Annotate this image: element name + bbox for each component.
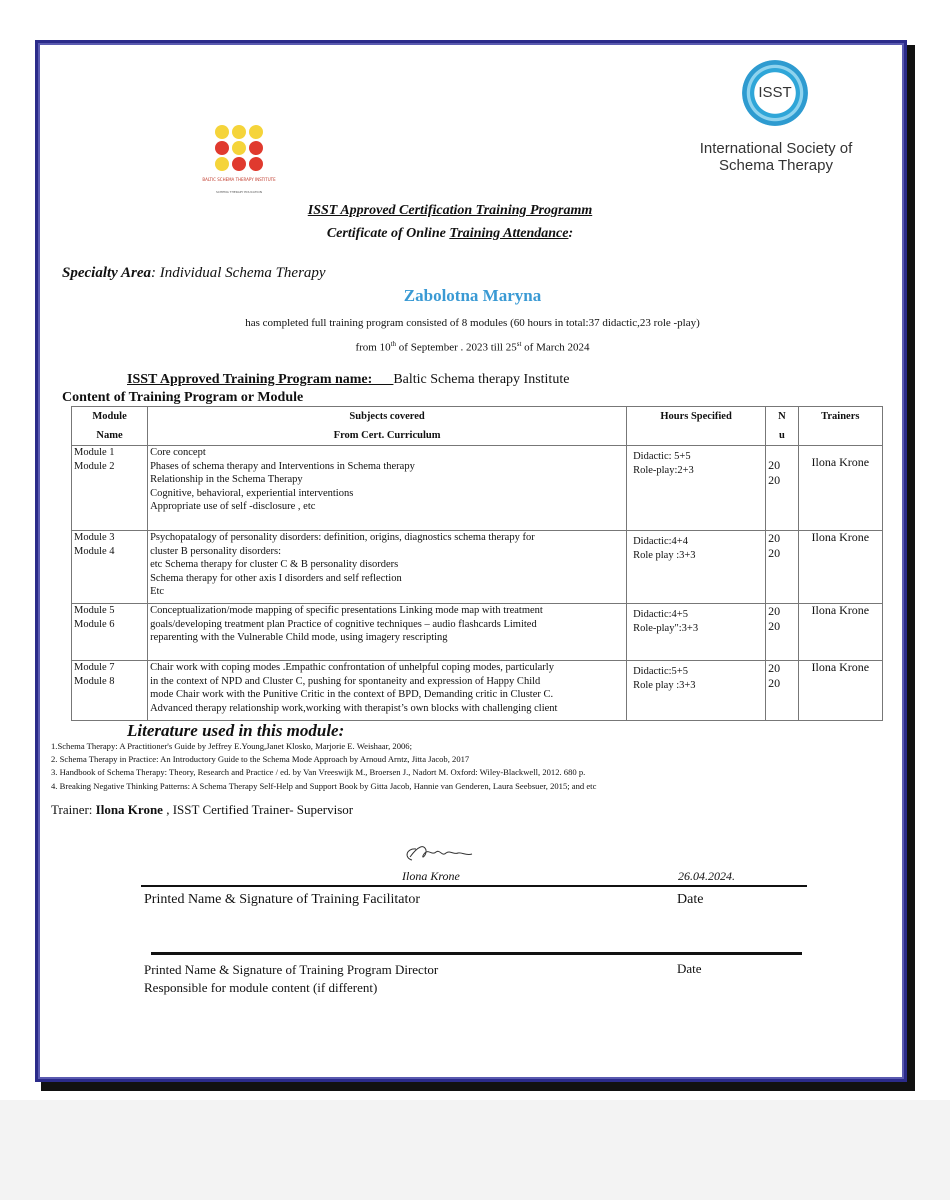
literature-title: Literature used in this module:: [127, 721, 345, 740]
header-module-line1: Module: [92, 411, 127, 422]
certificate-subtitle: [0, 226, 900, 242]
specialty-value: : Individual Schema Therapy: [151, 265, 326, 281]
bsti-logo-name: BALTIC SCHEMA THERAPY INSTITUTE: [202, 177, 276, 182]
subtitle-underlined: Training Attendance: [449, 226, 569, 241]
trainer-cell-name: Ilona Krone: [811, 660, 870, 674]
header-module-line2: Name: [96, 430, 123, 441]
program-name: [127, 372, 569, 388]
literature-list: [51, 740, 596, 793]
hours-cell: [627, 446, 766, 531]
subjects-cell-line: Psychopatalogy of personality disorders: definition, origins, diagnostics schema therapy for: [150, 532, 535, 543]
trainer-cell: [798, 531, 882, 604]
module-cell-line: Module 6: [74, 618, 115, 630]
literature-item: 1.Schema Therapy: A Practitioner's Guide by Jeffrey E.Young,Janet Klosko, Marjorie E. Weishaar, 2006;: [51, 741, 412, 751]
header-nu: [766, 407, 799, 446]
table-row: [72, 531, 883, 604]
curriculum-table: [71, 406, 883, 721]
header-hours: Hours Specified: [627, 407, 766, 446]
literature-item: 2. Schema Therapy in Practice: An Introductory Guide to the Schema Mode Approach by Arnoud Arntz, Jitta Jacob, 2017: [51, 754, 470, 765]
isst-name-line2: Schema Therapy: [719, 157, 833, 174]
header-subjects: [148, 407, 627, 446]
isst-ring-icon: [742, 60, 808, 126]
subjects-cell-line: Advanced therapy relationship work,working with therapist’s own blocks with challenging client: [150, 702, 558, 714]
content-title: Content of Training Program or Module: [62, 390, 304, 405]
bsti-logo: [196, 118, 286, 208]
director-label-line1: Printed Name & Signature of Training Program Director: [144, 962, 439, 977]
isst-logo: [692, 60, 862, 180]
trainer-cell-name: Ilona Krone: [811, 530, 870, 544]
facilitator-date-label: Date: [677, 892, 704, 907]
subjects-cell-line: etc Schema therapy for cluster C & B personality disorders: [150, 559, 399, 570]
program-name-value: Baltic Schema therapy Institute: [393, 372, 570, 387]
subjects-cell-line: Etc: [150, 586, 165, 597]
trainer-cell: [798, 446, 882, 531]
subjects-cell-line: Core concept: [150, 447, 206, 458]
nu-cell-line: 20: [768, 661, 781, 675]
module-cell: [72, 661, 148, 721]
program-name-label: ISST Approved Training Program name:___: [127, 372, 394, 387]
director-label: [144, 961, 438, 997]
dates-from: from 10: [355, 341, 391, 354]
nu-cell-line: 20: [768, 473, 781, 487]
hours-cell: [627, 604, 766, 661]
literature-item: 3. Handbook of Schema Therapy: Theory, Research and Practice / ed. by Van Vreeswijk M., Broersen J., Nadort M. Oxford: Wiley-Blackwell, 2012. 680 p.: [51, 767, 586, 778]
header-subjects-line1: Subjects covered: [349, 411, 425, 422]
signature-rule-director: [151, 952, 802, 955]
module-cell-line: Module 5: [74, 605, 115, 616]
nu-cell-line: 20: [768, 619, 781, 633]
header-subjects-line2: From Cert. Curriculum: [333, 430, 441, 441]
subjects-cell-line: Chair work with coping modes .Empathic confrontation of unhelpful coping modes, particularly: [150, 662, 554, 673]
module-cell-line: Module 1: [74, 447, 115, 458]
trainer-suffix: , ISST Certified Trainer- Supervisor: [162, 802, 354, 817]
module-cell-line: Module 4: [74, 545, 115, 557]
subjects-cell: [148, 446, 627, 531]
subjects-cell-line: Phases of schema therapy and Interventions in Schema therapy: [150, 460, 415, 472]
nu-cell-line: 20: [768, 531, 781, 545]
subjects-cell: [148, 531, 627, 604]
hours-cell-line: Didactic:4+5: [633, 609, 688, 620]
table-header-row: [72, 407, 883, 446]
recipient-name: Zabolotna Maryna: [403, 286, 542, 305]
signature-rule-facilitator: [141, 885, 807, 887]
module-cell: [72, 531, 148, 604]
hours-cell: [627, 661, 766, 721]
nu-cell: [766, 604, 799, 661]
module-cell: [72, 446, 148, 531]
nu-cell-line: 20: [768, 458, 781, 472]
facilitator-label: Printed Name & Signature of Training Facilitator: [144, 892, 421, 907]
subjects-cell-line: reparenting with the Vulnerable Child mode, using imagery rescripting: [150, 632, 448, 643]
signature-name: Ilona Krone: [402, 869, 460, 883]
nu-cell: [766, 531, 799, 604]
nu-cell: [766, 446, 799, 531]
subjects-cell-line: mode Chair work with the Punitive Critic in the context of BPD, Demanding critic in Cluster C.: [150, 689, 554, 700]
nu-cell: [766, 661, 799, 721]
subjects-cell-line: in the context of NPD and Cluster C, pushing for spontaneity and expression of Happy Child: [150, 675, 541, 687]
dates-end: of March 2024: [521, 341, 590, 354]
nu-cell-line: 20: [768, 546, 781, 560]
subjects-cell-line: Appropriate use of self -disclosure , etc: [150, 501, 316, 512]
subjects-cell: [148, 604, 627, 661]
module-cell-line: Module 8: [74, 675, 115, 687]
header-module: [72, 407, 148, 446]
trainer-prefix: Trainer:: [51, 802, 96, 817]
isst-ring-text: ISST: [758, 84, 792, 101]
subjects-cell-line: Schema therapy for other axis I disorders and self reflection: [150, 572, 402, 584]
training-dates: [0, 340, 945, 354]
header-trainers: Trainers: [798, 407, 882, 446]
module-cell-line: Module 2: [74, 460, 115, 472]
dates-till-sup: st: [516, 340, 522, 348]
hours-cell-line: Role-play:2+3: [633, 464, 694, 476]
table-row: [72, 661, 883, 721]
hours-cell-line: Role play :3+3: [633, 679, 696, 691]
hours-cell-line: Role play :3+3: [633, 549, 696, 561]
module-cell-line: Module 7: [74, 662, 115, 673]
isst-name: [692, 140, 860, 174]
trainer-line: [51, 802, 353, 818]
hours-cell-line: Didactic: 5+5: [633, 451, 691, 462]
completion-statement: has completed full training program consisted of 8 modules (60 hours in total:37 didactic,23 role -play): [245, 317, 700, 329]
director-label-line2: Responsible for module content (if different): [144, 980, 378, 995]
hours-cell-line: Role-play":3+3: [633, 622, 699, 634]
trainer-name: Ilona Krone: [95, 802, 163, 817]
isst-name-line1: International Society of: [699, 140, 853, 157]
dates-from-sup: th: [390, 340, 397, 348]
certificate-title: ISST Approved Certification Training Programm: [307, 203, 593, 218]
header-nu-line2: u: [778, 430, 785, 441]
subtitle-suffix: :: [568, 226, 574, 241]
module-cell-line: Module 3: [74, 532, 115, 543]
specialty-area: [62, 265, 326, 282]
signature-date: 26.04.2024.: [678, 869, 735, 883]
table-row: [72, 446, 883, 531]
bsti-logo-dots-icon: [196, 118, 286, 208]
subjects-cell-line: cluster B personality disorders:: [150, 545, 282, 557]
subtitle-prefix: Certificate of Online: [326, 226, 450, 241]
literature-item: 4. Breaking Negative Thinking Patterns: A Schema Therapy Self-Help and Support Book by Gitta Jacob, Hannie van Genderen, Laura Seebsuer, 2015; and etc: [51, 780, 597, 791]
hours-cell-line: Didactic:5+5: [633, 666, 688, 677]
nu-cell-line: 20: [768, 676, 781, 690]
subjects-cell: [148, 661, 627, 721]
subjects-cell-line: Relationship in the Schema Therapy: [150, 474, 303, 485]
subjects-cell-line: goals/developing treatment plan Practice of cognitive techniques – audio flashcards Limited: [150, 618, 537, 630]
handwritten-signature: [400, 840, 480, 868]
header-nu-line1: N: [778, 411, 786, 422]
trainer-cell: [798, 661, 882, 721]
subjects-cell-line: Conceptualization/mode mapping of specific presentations Linking mode map with treatment: [150, 605, 543, 616]
specialty-label: Specialty Area: [62, 265, 152, 281]
trainer-cell: [798, 604, 882, 661]
hours-cell: [627, 531, 766, 604]
dates-mid: of September . 2023 till 25: [396, 341, 517, 354]
module-cell: [72, 604, 148, 661]
director-date-label: Date: [677, 961, 702, 976]
trainer-cell-name: Ilona Krone: [811, 603, 870, 617]
trainer-cell-name: Ilona Krone: [811, 455, 870, 469]
hours-cell-line: Didactic:4+4: [633, 536, 688, 547]
nu-cell-line: 20: [768, 604, 781, 618]
table-row: [72, 604, 883, 661]
bsti-logo-subtext: SCHEMA THERAPY EDUCATION: [216, 190, 262, 194]
subjects-cell-line: Cognitive, behavioral, experiential interventions: [150, 487, 354, 499]
